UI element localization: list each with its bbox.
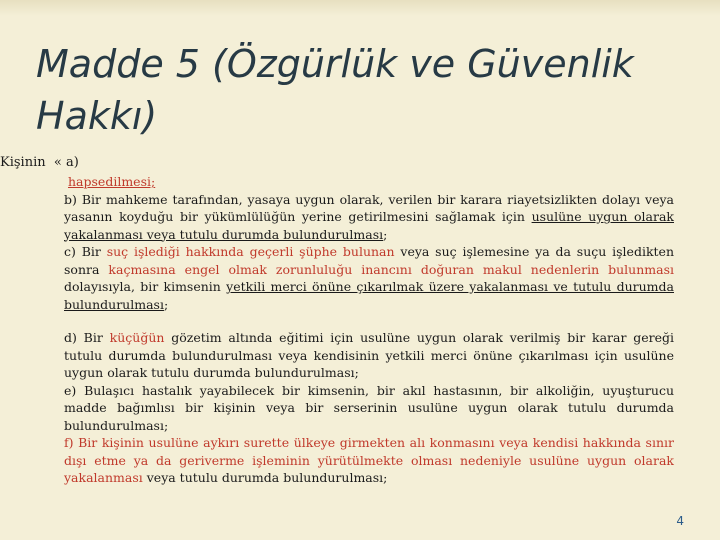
c-text-2: veya suç işlemesine ya da suçu işledikten sonra <box>64 244 675 277</box>
body-block-1 <box>64 173 674 313</box>
lead-text: Kişinin « a) <box>0 155 79 170</box>
paragraph-e <box>64 382 674 435</box>
paragraph-c <box>64 243 674 313</box>
body-block-2 <box>64 329 674 487</box>
d-text-1: d) Bir <box>64 330 110 345</box>
c-text-3: dolayısıyla, bir kimsenin <box>64 279 227 294</box>
paragraph-d <box>64 329 674 382</box>
b-underlined: usulüne uygun olarak yakalanması veya tutulu durumda bulundurulması <box>64 209 674 242</box>
page-number: 4 <box>676 514 684 528</box>
slide-title: Madde 5 (Özgürlük ve Güvenlik Hakkı) <box>36 42 634 138</box>
c-highlight-2: kaçmasına engel olmak zorunluluğu inancını doğuran makul nedenlerin bulunması <box>108 261 674 277</box>
f-text: veya tutulu durumda bulundurulması; <box>142 470 388 485</box>
a-continuation: hapsedilmesi; <box>68 174 156 189</box>
c-underlined: yetkili merci önüne çıkarılmak üzere yakalanması ve tutulu durumda bulundurulması <box>64 279 674 312</box>
b-text-2: ; <box>383 226 388 242</box>
d-text-2: gözetim altında eğitimi için usulüne uygun olarak verilmiş bir karar gereği tutulu durumda bulundurulması veya kendisinin yetkili merci önüne çıkarılması için usulüne uygun olarak tutulu durumda bulundurulması; <box>64 330 674 380</box>
c-text-1: c) Bir <box>64 244 107 259</box>
f-highlight: f) Bir kişinin usulüne aykırı surette ülkeye girmekten alı konmasını veya kendisi hakkında sınır dışı etme ya da geriverme işleminin yürütülmekte olması nedeniyle usulüne uygun olarak yakalanması <box>64 435 674 485</box>
paragraph-a <box>64 173 674 191</box>
paragraph-b <box>64 191 674 244</box>
e-text: e) Bulaşıcı hastalık yayabilecek bir kimsenin, bir akıl hastasının, bir alkoliğin, uyuşturucu madde bağımlısı bir kişinin veya bir serserinin usulüne uygun olarak tutulu durumda bulundurulması; <box>64 382 674 433</box>
paragraph-f <box>64 434 674 487</box>
c-text-4: ; <box>163 296 169 312</box>
d-highlight: küçüğün <box>109 330 165 345</box>
b-text-1: b) Bir mahkeme tarafından, yasaya uygun olarak, verilen bir karara riayetsizlikten dolayı veya yasanın koyduğu bir yükümlülüğün yerine getirilmesini sağlamak için <box>64 191 674 224</box>
top-stripe <box>0 0 720 16</box>
c-highlight-1: suç işlediği hakkında geçerli şüphe bulunan <box>106 244 395 259</box>
